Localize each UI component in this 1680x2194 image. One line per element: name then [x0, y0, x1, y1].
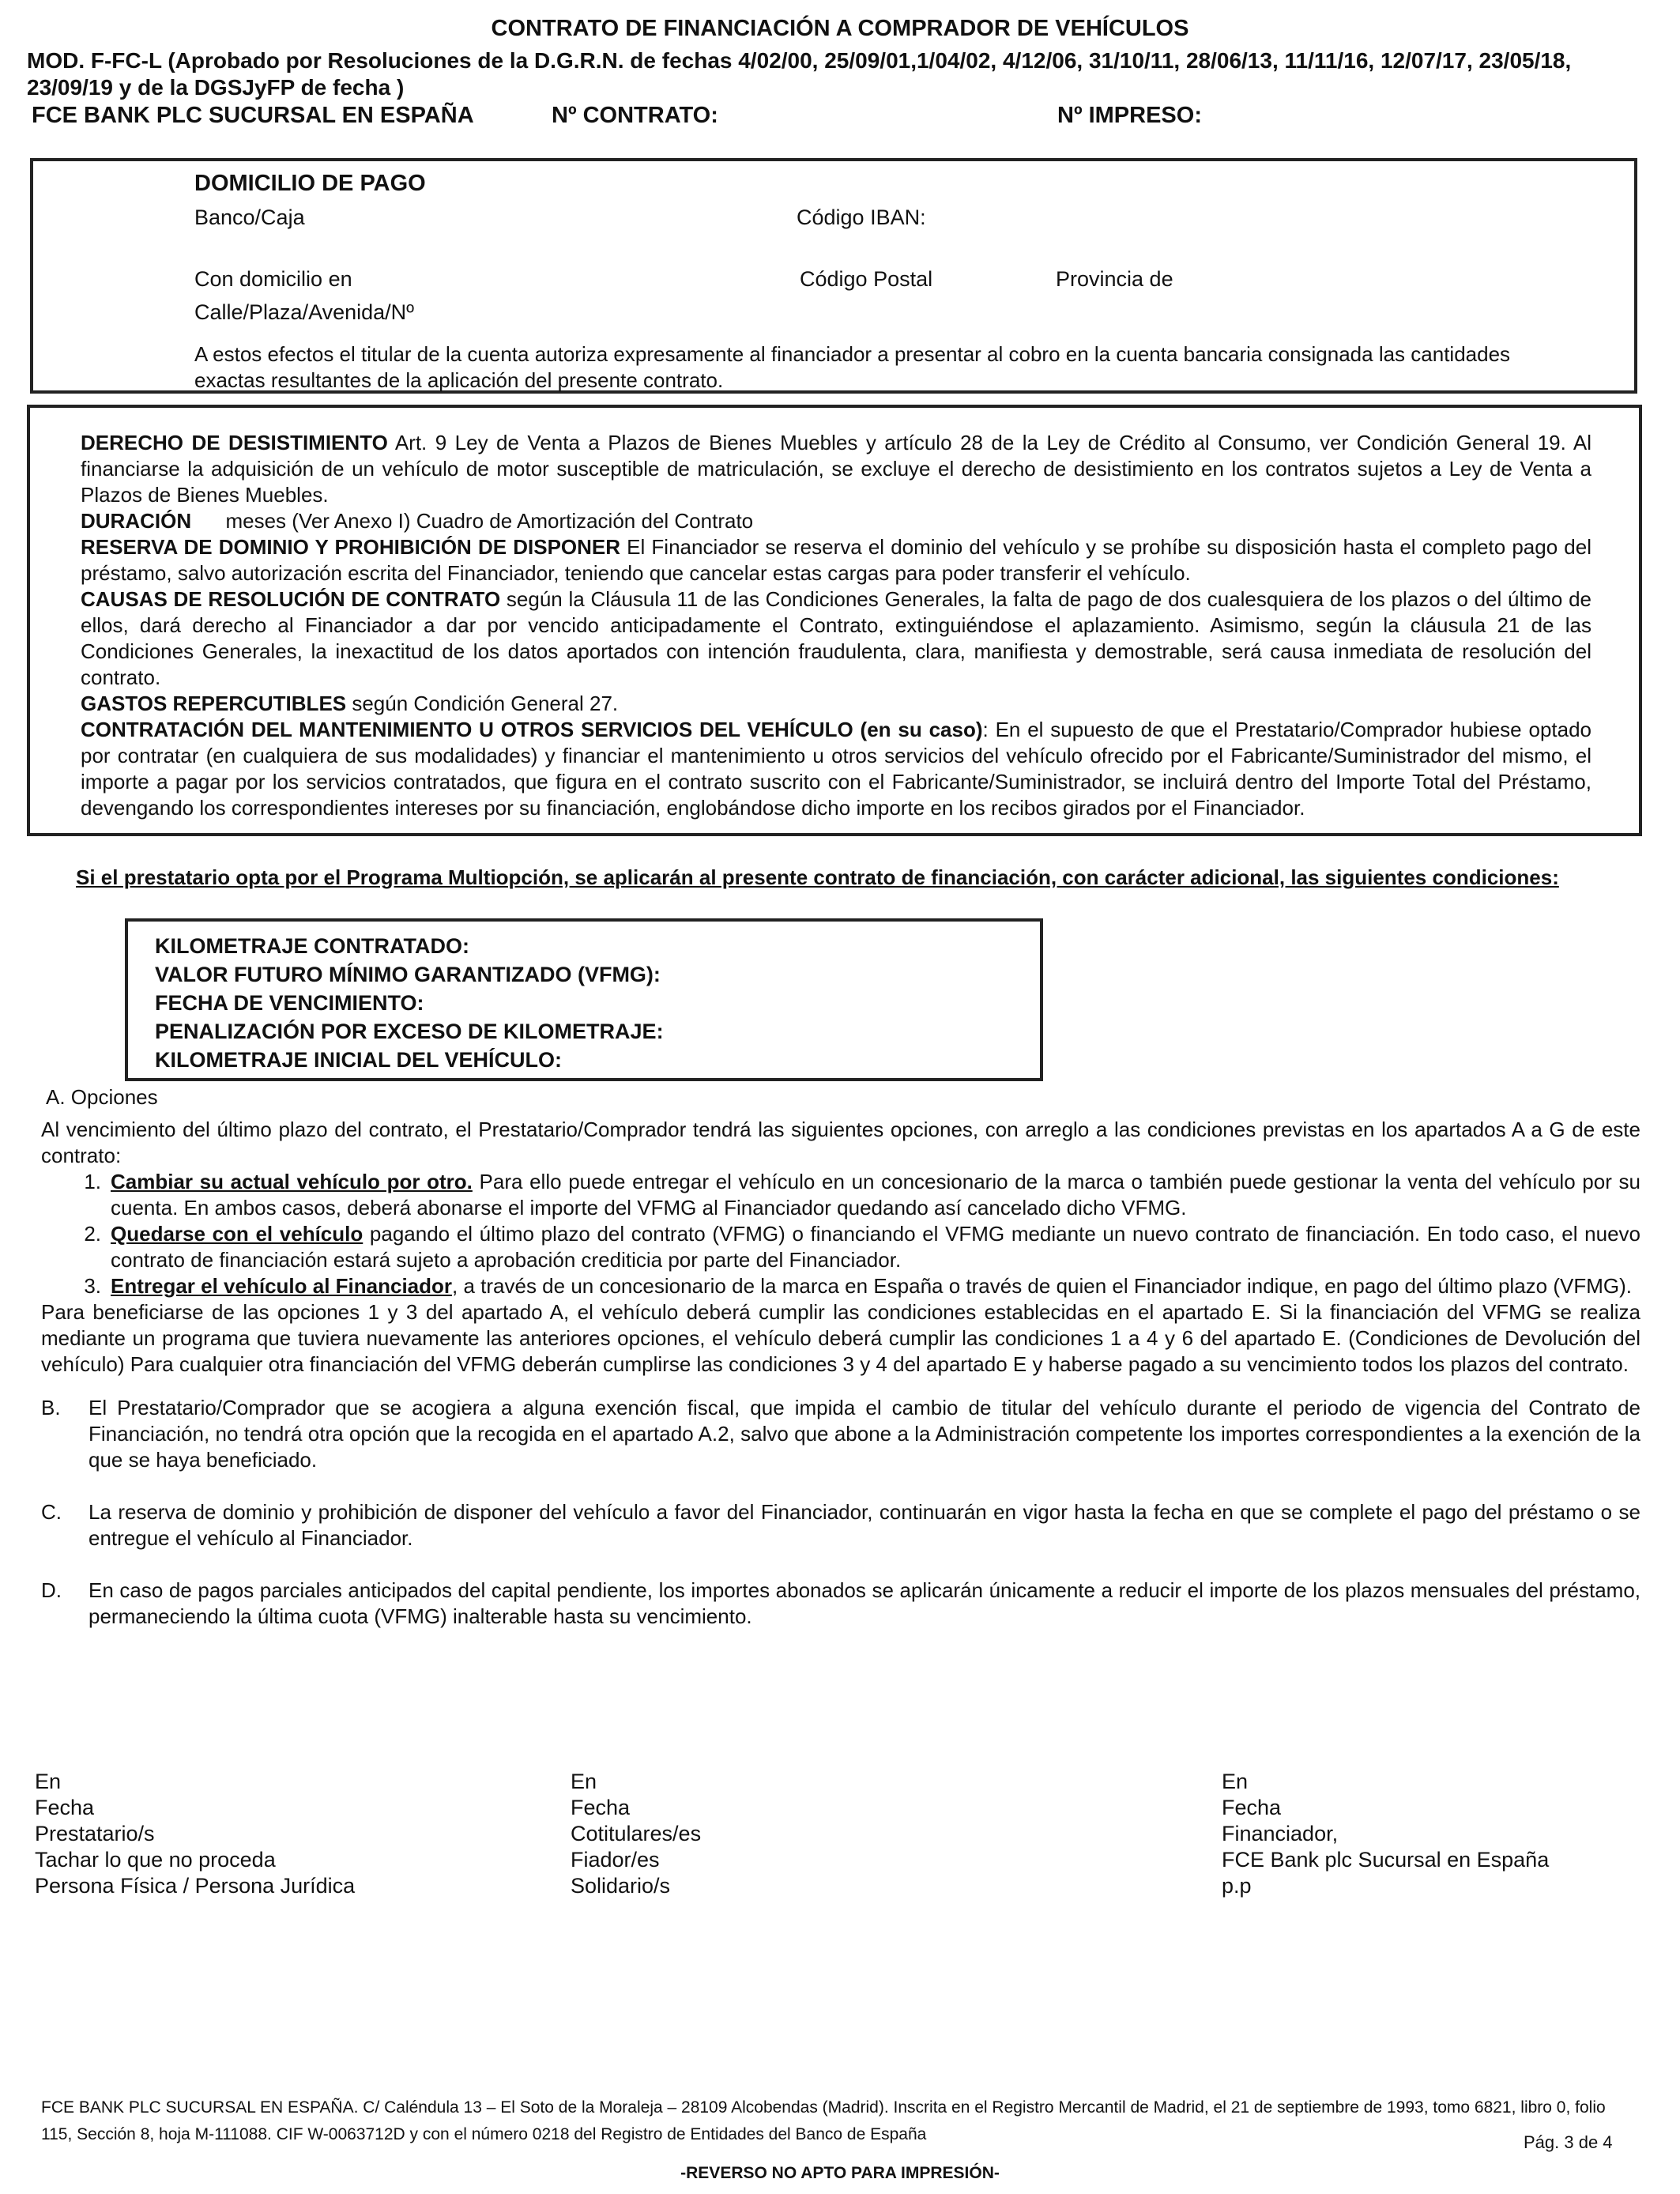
print-number-label: Nº IMPRESO:: [1057, 103, 1202, 128]
borrower-signature-block: En Fecha Prestatario/s Tachar lo que no proceda Persona Física / Persona Jurídica: [35, 1770, 356, 1898]
option-keep-vehicle: Quedarse con el vehículo: [111, 1222, 363, 1246]
contract-number-label: Nº CONTRATO:: [552, 103, 718, 128]
vfmg-label: VALOR FUTURO MÍNIMO GARANTIZADO (VFMG):: [155, 963, 661, 986]
section-c: C. La reserva de dominio y prohibición de disponer del vehículo a favor del Financiador, continuarán en vigor hasta la fecha en que se complete el pago del préstamo o se entregue el vehículo al Financiador.: [41, 1500, 1640, 1550]
options-heading: A. Opciones: [46, 1085, 158, 1109]
maintenance-heading: CONTRATACIÓN DEL MANTENIMIENTO U OTROS SERVICIOS DEL VEHÍCULO (en su caso): [81, 718, 983, 741]
option-change-vehicle: Cambiar su actual vehículo por otro.: [111, 1170, 473, 1193]
province-label: Provincia de: [1056, 267, 1173, 291]
withdrawal-right-heading: DERECHO DE DESISTIMIENTO: [81, 431, 388, 454]
page-number: Pág. 3 de 4: [1524, 2132, 1613, 2152]
multioption-fields-box: [125, 918, 1043, 1081]
withdrawal-right-paragraph: DERECHO DE DESISTIMIENTO Art. 9 Ley de Venta a Plazos de Bienes Muebles y artículo 28 de la Ley de Crédito al Consumo, ver Condición General 19. Al financiarse la adquisición de un vehículo de motor susceptible de matriculación, se excluye el derecho de desistimiento en los contratos sujetos a Ley de Venta a Plazos de Bienes Muebles.: [81, 431, 1591, 507]
reservation-paragraph: RESERVA DE DOMINIO Y PROHIBICIÓN DE DISPONER El Financiador se reserva el dominio del vehículo y se prohíbe su disposición hasta el completo pago del préstamo, salvo autorización escrita del Financiador, teniendo que cancelar estas cargas para poder transferir el vehículo.: [81, 535, 1591, 585]
section-d: D. En caso de pagos parciales anticipados del capital pendiente, los importes abonados se aplicarán únicamente a reducir el importe de los plazos mensuales del préstamo, permaneciendo la última cuota (VFMG) inalterable hasta su vencimiento.: [41, 1578, 1640, 1628]
section-b: B. El Prestatario/Comprador que se acogiera a alguna exención fiscal, que impida el cambio de titular del vehículo durante el periodo de vigencia del Contrato de Financiación, no tendrá otra opción que la recogida en el apartado A.2, salvo que abone a la Administración competente los importes correspondientes a la exención de la que se haya beneficiado.: [41, 1396, 1640, 1472]
initial-mileage-label: KILOMETRAJE INICIAL DEL VEHÍCULO:: [155, 1048, 563, 1072]
options-intro: Al vencimiento del último plazo del contrato, el Prestatario/Comprador tendrá las siguientes opciones, con arreglo a las condiciones previstas en los apartados A a G de este contrato:: [41, 1118, 1640, 1167]
iban-field-label: Código IBAN:: [797, 205, 926, 229]
option-item: 1. Cambiar su actual vehículo por otro. Para ello puede entregar el vehículo en un concesionario de la marca o también puede gestionar la venta del vehículo por su cuenta. En ambos casos, deberá abonarse el importe del VFMG al Financiador quedando así cancelado dicho VFMG.: [84, 1170, 1640, 1220]
payment-address-title: DOMICILIO DE PAGO: [194, 171, 426, 196]
benefit-conditions-paragraph: Para beneficiarse de las opciones 1 y 3 del apartado A, el vehículo deberá cumplir las condiciones establecidas en el apartado E. Si la financiación del VFMG se realiza mediante un programa que tuviera nuevamente las anteriores opciones, el vehículo deberá cumplir las condiciones 1 a 4 y 6 del apartado E. (Condiciones de Devolución del vehículo) Para cualquier otra financiación del VFMG deberán cumplirse las condiciones 3 y 4 del apartado E y haberse pagado a su vencimiento todos los plazos del contrato.: [41, 1300, 1640, 1376]
maturity-date-label: FECHA DE VENCIMIENTO:: [155, 991, 424, 1015]
document-title: CONTRATO DE FINANCIACIÓN A COMPRADOR DE VEHÍCULOS: [491, 16, 1189, 41]
registry-footer: FCE BANK PLC SUCURSAL EN ESPAÑA. C/ Caléndula 13 – El Soto de la Moraleja – 28109 Alcobendas (Madrid). Inscrita en el Registro Mercantil de Madrid, el 21 de septiembre de 1993, tomo 6821, libro 0, folio 115, Sección 8, hoja M-111088. CIF W-0063712D y con el número 0218 del Registro de Entidades del Banco de España: [41, 2098, 1606, 2143]
lender-signature-block: En Fecha Financiador, FCE Bank plc Sucursal en España p.p: [1222, 1770, 1550, 1898]
bank-name: FCE BANK PLC SUCURSAL EN ESPAÑA: [32, 103, 474, 128]
reservation-heading: RESERVA DE DOMINIO Y PROHIBICIÓN DE DISPONER: [81, 535, 621, 559]
postal-code-label: Código Postal: [800, 267, 933, 291]
mileage-penalty-label: PENALIZACIÓN POR EXCESO DE KILOMETRAJE:: [155, 1020, 664, 1043]
duration-paragraph: DURACIÓN meses (Ver Anexo I) Cuadro de Amortización del Contrato: [81, 509, 754, 533]
expenses-heading: GASTOS REPERCUTIBLES: [81, 692, 347, 715]
option-item: 3. Entregar el vehículo al Financiador, a través de un concesionario de la marca en España o través de quien el Financiador indique, en pago del último plazo (VFMG).: [84, 1274, 1632, 1298]
termination-causes-heading: CAUSAS DE RESOLUCIÓN DE CONTRATO: [81, 587, 501, 611]
address-field-label: Con domicilio en: [194, 267, 352, 291]
model-approval-line: MOD. F-FC-L (Aprobado por Resoluciones de la D.G.R.N. de fechas 4/02/00, 25/09/01,1/04/02, 4/12/06, 31/10/11, 28/06/13, 11/11/16, 12/07/17, 23/05/18, 23/09/19 y de la DGSJyFP de fecha ): [27, 48, 1572, 100]
reverse-notice: -REVERSO NO APTO PARA IMPRESIÓN-: [680, 2164, 1000, 2182]
contract-rights-text: [81, 430, 1591, 821]
option-return-vehicle: Entregar el vehículo al Financiador: [111, 1274, 453, 1298]
contract-rights-box: [27, 405, 1642, 836]
street-label: Calle/Plaza/Avenida/Nº: [194, 300, 415, 324]
termination-causes-paragraph: CAUSAS DE RESOLUCIÓN DE CONTRATO según la Cláusula 11 de las Condiciones Generales, la falta de pago de dos cualesquiera de los plazos o del último de ellos, dará derecho al Financiador a dar por vencido anticipadamente el Contrato, extinguiéndose el aplazamiento. Asimismo, según la cláusula 21 de las Condiciones Generales, la inexactitud de los datos aportados con intención fraudulenta, clara, manifiesta y demostrable, será causa inmediata de resolución del contrato.: [81, 587, 1591, 689]
duration-heading: DURACIÓN: [81, 509, 192, 533]
cosigner-signature-block: En Fecha Cotitulares/es Fiador/es Solidario/s: [571, 1770, 702, 1898]
contracted-mileage-label: KILOMETRAJE CONTRATADO:: [155, 934, 469, 958]
bank-field-label: Banco/Caja: [194, 205, 305, 229]
account-authorization-text: A estos efectos el titular de la cuenta autoriza expresamente al financiador a presentar al cobro en la cuenta bancaria consignada las cantidades exactas resultantes de la aplicación del presente contrato.: [194, 342, 1511, 392]
expenses-paragraph: GASTOS REPERCUTIBLES según Condición General 27.: [81, 692, 619, 715]
payment-address-box: [30, 158, 1637, 394]
option-item: 2. Quedarse con el vehículo pagando el último plazo del contrato (VFMG) o financiando el VFMG mediante un nuevo contrato de financiación. En todo caso, el nuevo contrato de financiación estará sujeto a aprobación crediticia por parte del Financiador.: [84, 1222, 1640, 1272]
options-section: [41, 1084, 1640, 1630]
maintenance-paragraph: CONTRATACIÓN DEL MANTENIMIENTO U OTROS SERVICIOS DEL VEHÍCULO (en su caso): En el supuesto de que el Prestatario/Comprador hubiese optado por contratar (en cualquiera de sus modalidades) y financiar el mantenimiento u otros servicios del vehículo ofrecido por el Fabricante/Suministrador del mismo, el importe a pagar por los servicios contratados, que figura en el contrato suscrito con el Fabricante/Suministrador, se incluirá dentro del Importe Total del Préstamo, devengando los correspondientes intereses por su financiación, englobándose dicho importe en los recibos girados por el Financiador.: [81, 718, 1592, 820]
multioption-intro: Si el prestatario opta por el Programa Multiopción, se aplicarán al presente contrato de financiación, con carácter adicional, las siguientes condiciones:: [76, 865, 1559, 889]
